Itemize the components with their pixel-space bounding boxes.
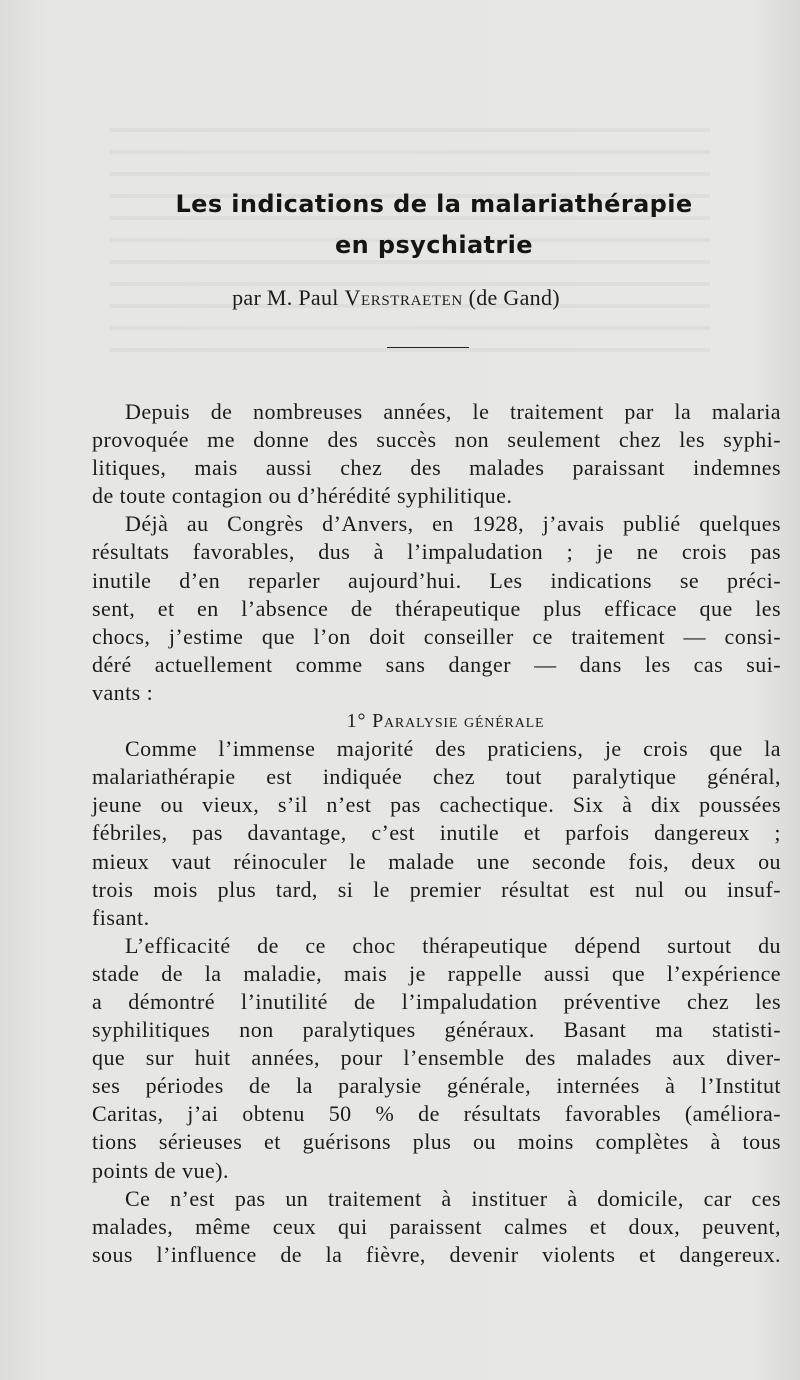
text-line: mieux vaut réinoculer le malade une seconde fois, deux ou [92, 848, 781, 874]
text-line: a démontré l’inutilité de l’impaludation préventive chez les [92, 988, 781, 1014]
text-line: L’efficacité de ce choc thérapeutique dépend surtout du [125, 932, 781, 958]
byline-suffix: (de Gand) [462, 285, 560, 310]
byline [0, 285, 792, 311]
text-line: de toute contagion ou d’hérédité syphilitique. [92, 483, 513, 509]
text-line: déré actuellement comme sans danger — dans les cas sui- [92, 651, 781, 677]
section-number: 1° [346, 710, 367, 733]
text-line: malades, même ceux qui paraissent calmes et doux, peuvent, [92, 1213, 781, 1239]
byline-prefix: par M. Paul [232, 285, 345, 310]
text-line: chocs, j’estime que l’on doit conseiller ce traitement — consi- [92, 623, 781, 649]
text-line: Depuis de nombreuses années, le traitement par la malaria [125, 399, 781, 424]
text-line: ses périodes de la paralysie générale, internées à l’Institut [92, 1073, 781, 1099]
text-line: tions sérieuses et guérisons plus ou moins complètes à tous [92, 1129, 781, 1155]
paragraph-1 [92, 398, 781, 510]
paragraph-4 [92, 932, 781, 1185]
text-line: Comme l’immense majorité des praticiens, je crois que la [125, 736, 781, 762]
text-line: sous l’influence de la fièvre, devenir violents et dangereux. [92, 1241, 781, 1267]
text-line: que sur huit années, pour l’ensemble des malades aux diver- [92, 1045, 781, 1071]
text-line: vants : [92, 679, 154, 705]
byline-author: Verstraeten [344, 285, 463, 310]
text-line: fisant. [92, 904, 150, 930]
text-line: Déjà au Congrès d’Anvers, en 1928, j’avais publié quelques [125, 511, 781, 537]
text-line: résultats favorables, dus à l’impaludation ; je ne crois pas [92, 539, 781, 565]
text-line: Ce n’est pas un traitement à instituer à domicile, car ces [125, 1185, 781, 1211]
article-title-line-1: Les indications de la malariathérapie [175, 190, 693, 218]
paragraph-3 [92, 735, 781, 932]
text-line: malariathérapie est indiquée chez tout paralytique général, [92, 764, 781, 790]
text-line: sent, et en l’absence de thérapeutique plus efficace que les [92, 595, 781, 621]
text-line: litiques, mais aussi chez des malades paraissant indemnes [92, 455, 781, 481]
section-title: Paralysie générale [372, 710, 545, 733]
paragraph-2 [92, 510, 781, 707]
text-line: inutile d’en reparler aujourd’hui. Les indications se préci- [92, 567, 781, 593]
section-heading [92, 707, 781, 735]
text-line: stade de la maladie, mais je rappelle aussi que l’expérience [92, 960, 781, 986]
paragraph-5 [92, 1185, 781, 1269]
text-line: trois mois plus tard, si le premier résultat est nul ou insuf- [92, 876, 781, 902]
text-line: points de vue). [92, 1157, 229, 1183]
text-line: Caritas, j’ai obtenu 50 % de résultats favorables (améliora- [92, 1101, 781, 1127]
article-title-line-2: en psychiatrie [335, 231, 533, 259]
title-separator-rule [387, 347, 469, 348]
text-line: syphilitiques non paralytiques généraux. Basant ma statisti- [92, 1017, 781, 1043]
text-line: fébriles, pas davantage, c’est inutile et parfois dangereux ; [92, 820, 781, 846]
text-line: provoquée me donne des succès non seulement chez les syphi- [92, 427, 781, 453]
article-body [92, 398, 781, 1269]
text-line: jeune ou vieux, s’il n’est pas cachectique. Six à dix poussées [92, 792, 781, 818]
